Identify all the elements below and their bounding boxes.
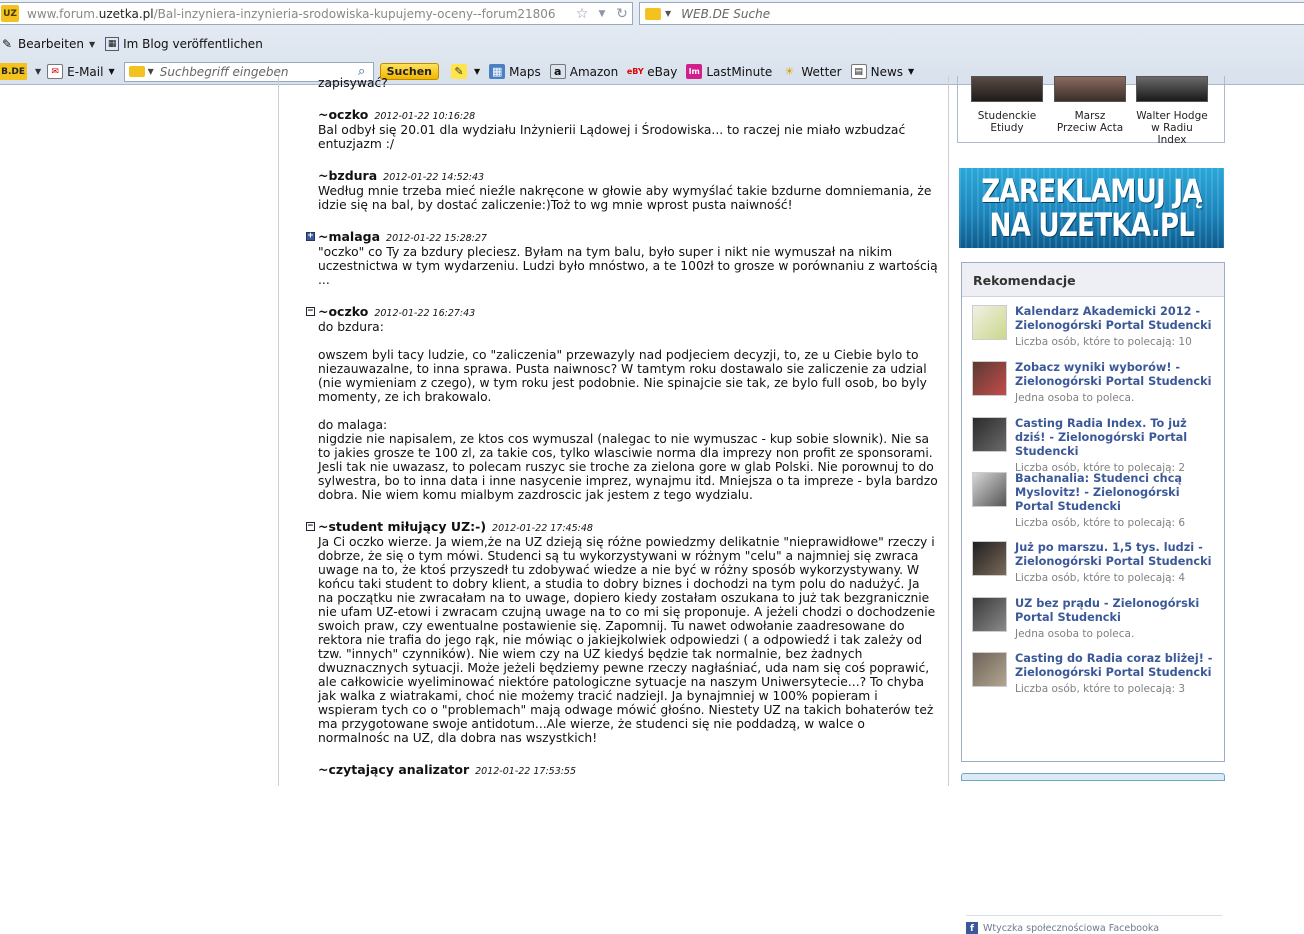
advertisement-banner[interactable]	[959, 168, 1224, 248]
collapse-post-icon[interactable]: −	[307, 306, 314, 316]
facebook-icon: f	[966, 922, 978, 934]
recommendation-thumbnail[interactable]	[972, 597, 1007, 632]
facebook-plugin-label[interactable]: Wtyczka społecznościowa Facebooka	[983, 922, 1160, 934]
toolbar-link-label: LastMinute	[706, 64, 773, 79]
toolbar-link-label: News	[870, 64, 904, 79]
chevron-down-icon: ▼	[474, 67, 481, 76]
recommendation-count: Jedna osoba to poleca.	[1015, 628, 1135, 640]
recommendation-count: Liczba osób, które to polecają: 3	[1015, 683, 1186, 695]
recommendation-count: Liczba osób, które to polecają: 10	[1015, 336, 1192, 348]
toolbar-link-label: Maps	[509, 64, 541, 79]
recommendation-link[interactable]: Casting Radia Index. To już dziś! - Zielonogórski Portal Studencki	[1015, 417, 1188, 458]
weather-icon: ☀	[784, 65, 795, 78]
page-viewport	[0, 76, 1304, 934]
amazon-icon: a	[550, 64, 566, 79]
post-date: 2012-01-22 17:53:55	[475, 766, 577, 777]
video-thumbnail-image[interactable]	[971, 76, 1043, 102]
history-dropdown-icon[interactable]: ▼	[598, 8, 606, 19]
post-date: 2012-01-22 10:16:28	[374, 111, 476, 122]
recommendation-link[interactable]: Bachanalia: Studenci chcą Myslovitz! - Zielonogórski Portal Studencki	[1015, 472, 1183, 513]
recommendation-link[interactable]: Casting do Radia coraz bliżej! - Zielonogórski Portal Studencki	[1015, 652, 1213, 679]
reload-icon[interactable]: ↻	[616, 5, 628, 22]
post-text: Według mnie trzeba mieć nieźle nakręcone w głowie aby wymyślać takie bzdurne domniemania, że idzie się na bal, by dostać zaliczenie:)Toż to wg mnie wprost pusta naiwność!	[318, 184, 932, 212]
forum-post	[318, 763, 938, 777]
recommendation-thumbnail[interactable]	[972, 305, 1007, 340]
forum-content-column	[278, 76, 949, 786]
browser-chrome	[0, 0, 1304, 85]
post-text: do malaga: nigdzie nie napisalem, ze ktos cos wymuszal (nalegac to nie wymuszac - kup sobie slownik). Nie sa to jakies grosze te 100 zl, za takie cos, tylko wlasciwie norma dla imprezy non profit ze sponsorami. Jesli tak nie uwazasz, to polecam ruszyc sie troche za zielona gore w glab Polski. Nie porownuj to do sylwestra, bo to inna data i inne nasycenie imprez, wynajmu itd. Mniejsza o ta impreze - byla bardzo dobra. Nie wiem komu mialbym zazdroscic jak jestem z tego wydzialu.	[318, 418, 938, 502]
recommendation-thumbnail[interactable]	[972, 361, 1007, 396]
forum-thread	[307, 76, 938, 777]
blog-icon: ▦	[105, 37, 119, 51]
maps-icon: ▦	[489, 64, 505, 79]
post-text: Ja Ci oczko wierze. Ja wiem,że na UZ dzieją się różne powiedzmy delikatnie "nieprawidłowe" rzeczy i dobrze, że się o tym mówi. Studenci są tu wykorzystywani w różnym "celu" a najmniej się zwraca uwage na to, że ktoś przyszedł tu zdobywać wiedze a nie być w różny sposób wykorzystywany. W końcu taki student to dobry klient, a studia to dobry biznes i dochodzi na tym polu do nadużyć. Ja na początku nie zwracałam na to uwage, dopiero kiedy zostałam oszukana to już tak bezgranicznie nie ufam UZ-etowi i zwracam czujną uwage na to co mi się proponuje. A jeżeli chodzi o dochodzenie swoich praw, czy ewentualne postawienie się. Zapomnij. Tu nawet odwołanie zaadresowane do rektora nie trafia do jego rąk, nie mówiąc o jakiejkolwiek odpowiedzi ( a odpowiedź i tak zależy od tzw. "innych" czynników). Nie wiem czy na UZ kiedyś będzie tak normalnie, bez żadnych dwuznacznych sytuacji. Może jeżeli będziemy pewne rzeczy nagłaśniać, uda nam się coś poprawić, ale całkowicie wyeliminować niektóre patologiczne sytuacje na naszym Uniwersytecie...? To chyba jak walka z wiatrakami, choć nie możemy tracić nadziejI. Ja bynajmniej w 100% popieram i wspieram tych co o "problemach" mają odwage mówić głośno. Niestety UZ na takich bohaterów też ma przygotowane swoje antidotum...Ale wierze, że studenci się nie poddadzą, w walce o normalnośc na UZ, dla dobra nas wszystkich!	[318, 535, 936, 745]
post-author: ~student miłujący UZ:-)	[318, 519, 487, 534]
email-label: E-Mail	[67, 64, 104, 79]
recommendation-link[interactable]: Zobacz wyniki wyborów! - Zielonogórski Portal Studencki	[1015, 361, 1212, 388]
web-search-bar[interactable]	[639, 2, 1304, 25]
post-date: 2012-01-22 17:45:48	[492, 523, 593, 534]
expand-post-icon[interactable]: +	[307, 231, 314, 241]
site-favicon-icon: UZ	[1, 5, 19, 22]
menu-label: Bearbeiten	[18, 37, 84, 51]
recommendation-thumbnail[interactable]	[972, 472, 1007, 507]
post-date: 2012-01-22 14:52:43	[383, 172, 485, 183]
toolbar-link-label: Amazon	[569, 64, 619, 79]
forum-post	[307, 519, 938, 745]
forum-post	[307, 229, 938, 287]
video-thumb-label[interactable]: Studenckie Etiudy	[977, 110, 1037, 134]
chevron-down-icon[interactable]: ▼	[147, 67, 154, 76]
forum-post	[318, 169, 938, 212]
forum-post	[318, 108, 938, 151]
video-thumb[interactable]	[1136, 76, 1208, 146]
email-icon: ✉	[47, 64, 63, 79]
web-search-placeholder[interactable]: WEB.DE Suche	[681, 6, 771, 21]
chevron-down-icon: ▼	[88, 39, 96, 49]
ad-line[interactable]: NA UZETKA.PL	[989, 206, 1194, 244]
recommendations-title: Rekomendacje	[962, 263, 1224, 297]
post-author: ~bzdura	[318, 168, 378, 183]
toolbar-link-label: Wetter	[801, 64, 842, 79]
video-thumbnail-image[interactable]	[1054, 76, 1126, 102]
next-widget-edge	[961, 773, 1225, 781]
bookmark-star-icon[interactable]: ☆	[575, 5, 589, 22]
video-thumb-label[interactable]: Walter Hodge w Radiu Index	[1136, 110, 1208, 146]
recommendation-count: Jedna osoba to poleca.	[1015, 392, 1135, 404]
recommendation-count: Liczba osób, które to polecają: 6	[1015, 517, 1186, 529]
collapse-post-icon[interactable]: −	[307, 521, 314, 531]
chevron-down-icon[interactable]: ▼	[35, 67, 42, 76]
lastminute-icon: lm	[686, 64, 702, 79]
search-engine-icon[interactable]	[645, 8, 661, 20]
email-button[interactable]	[47, 64, 114, 79]
previous-post-fragment: zapisywać?	[318, 76, 388, 90]
menu-blog[interactable]	[105, 37, 263, 51]
post-author: ~czytający analizator	[318, 762, 470, 777]
recommendations-box	[961, 262, 1225, 934]
webde-logo[interactable]: B.DE	[0, 63, 27, 80]
video-thumbnail-image[interactable]	[1136, 76, 1208, 102]
post-text: Bal odbył się 20.01 dla wydziału Inżynierii Lądowej i Środowiska... to raczej nie miało wzbudzać entuzjazm :/	[318, 123, 906, 151]
video-thumbs-box	[957, 76, 1225, 146]
video-thumb[interactable]	[971, 76, 1043, 134]
search-icon[interactable]: ⌕	[357, 64, 366, 79]
suchen-button[interactable]: Suchen	[380, 63, 439, 80]
recommendation-thumbnail[interactable]	[972, 652, 1007, 687]
post-author: ~malaga	[318, 229, 381, 244]
ad-line[interactable]: ZAREKLAMUJ JĄ	[981, 172, 1202, 210]
toolbar-link-label: eBay	[647, 64, 678, 79]
post-date: 2012-01-22 15:28:27	[386, 233, 487, 244]
engine-dropdown-icon[interactable]: ▼	[665, 9, 672, 18]
chevron-down-icon: ▼	[908, 67, 915, 76]
recommendation-link[interactable]: Kalendarz Akademicki 2012 - Zielonogórski Portal Studencki	[1015, 305, 1212, 332]
chevron-down-icon: ▼	[108, 67, 115, 76]
news-icon: ▤	[851, 64, 867, 79]
menu-bearbeiten[interactable]	[0, 37, 95, 51]
ebay-icon: eBY	[626, 67, 644, 76]
recommendation-thumbnail[interactable]	[972, 417, 1007, 452]
video-thumb[interactable]	[1054, 76, 1126, 134]
menu-label: Im Blog veröffentlichen	[123, 37, 263, 51]
menu-row	[0, 33, 273, 55]
facebook-plugin-footer[interactable]	[966, 915, 1222, 934]
post-text: do bzdura:	[318, 320, 384, 334]
highlighter-icon: ✎	[451, 64, 467, 79]
video-thumb-label[interactable]: Marsz Przeciw Acta	[1056, 110, 1124, 134]
post-text: "oczko" co Ty za bzdury pleciesz. Byłam na tym balu, było super i nikt nie wymuszał na nikim uczestnictwa w tym wydarzeniu. Ludzi było mnóstwo, a te 100zł to grosze w porównaniu z wartością ...	[318, 245, 938, 287]
search-engine-icon[interactable]	[129, 66, 145, 77]
address-bar[interactable]	[0, 2, 633, 25]
post-author: ~oczko	[318, 304, 369, 319]
post-date: 2012-01-22 16:27:43	[374, 308, 476, 319]
recommendation-count: Liczba osób, które to polecają: 2	[1015, 462, 1186, 474]
forum-post	[307, 304, 938, 502]
recommendation-link[interactable]: Już po marszu. 1,5 tys. ludzi - Zielonogórski Portal Studencki	[1015, 541, 1212, 568]
post-text: owszem byli tacy ludzie, co "zaliczenia" przewazyly nad podjeciem decyzji, to, ze u Ciebie bylo to niezauwazalne, to inna sprawa. Pusta naiwnosc? W tamtym roku dostawalo sie zaliczenie za udzial (nie wymieniam z czego), w tym roku jest podobnie. Nie spinajcie sie tak, ze bylo full osob, bo byly momenty, ze ich brakowalo.	[318, 348, 927, 404]
post-author: ~oczko	[318, 107, 369, 122]
recommendation-link[interactable]: UZ bez prądu - Zielonogórski Portal Studencki	[1015, 597, 1200, 624]
pencil-icon: ✎	[1, 37, 13, 51]
recommendation-count: Liczba osób, które to polecają: 4	[1015, 572, 1186, 584]
url-text[interactable]: www.forum.uzetka.pl/Bal-inzyniera-inzynieria-srodowiska-kupujemy-oceny--forum21806	[27, 6, 556, 21]
recommendation-thumbnail[interactable]	[972, 541, 1007, 576]
